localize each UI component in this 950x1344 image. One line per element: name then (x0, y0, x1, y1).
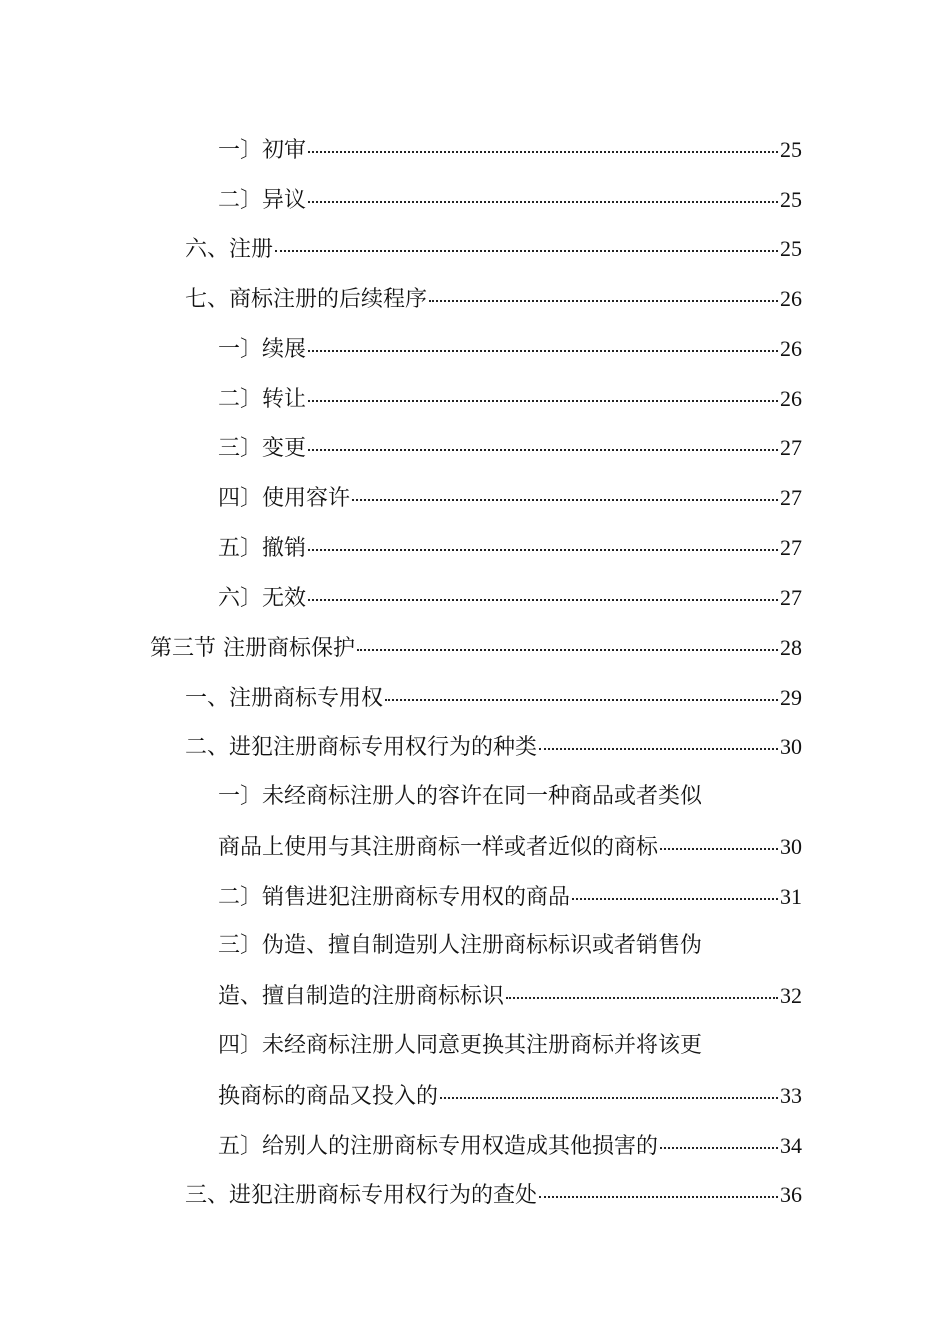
toc-page-number: 27 (780, 485, 802, 510)
toc-page-number: 27 (780, 535, 802, 560)
toc-page-number: 32 (780, 983, 802, 1008)
toc-page-number: 31 (780, 884, 802, 909)
toc-page-number: 36 (780, 1182, 802, 1207)
toc-entry[interactable] (185, 673, 802, 723)
toc-leader-dots (308, 151, 778, 153)
toc-page-number: 27 (780, 585, 802, 610)
toc-page-number: 26 (780, 336, 802, 361)
toc-entry-title: 二〕销售进犯注册商标专用权的商品 (218, 885, 571, 910)
toc-entry-line2[interactable] (218, 971, 802, 1021)
toc-entry-line2[interactable] (218, 822, 802, 872)
toc-page-number: 30 (780, 834, 802, 859)
toc-page-number: 29 (780, 685, 802, 710)
toc-entry-title: 三〕伪造、擅自制造别人注册商标标识或者销售伪 (218, 933, 703, 958)
toc-leader-dots (352, 499, 778, 501)
toc-entry[interactable] (185, 224, 802, 274)
toc-leader-dots (572, 898, 778, 900)
toc-leader-dots (385, 699, 778, 701)
toc-entry[interactable] (185, 274, 802, 324)
toc-entry-title: 三〕变更 (218, 436, 307, 461)
toc-page-number: 27 (780, 435, 802, 460)
toc-entry-title: 五〕给别人的注册商标专用权造成其他损害的 (218, 1134, 659, 1159)
toc-leader-dots (539, 748, 778, 750)
toc-leader-dots (440, 1097, 778, 1099)
toc-leader-dots (308, 201, 778, 203)
toc-entry-title: 七、商标注册的后续程序 (185, 287, 428, 312)
toc-entry[interactable] (218, 423, 802, 473)
toc-entry-title: 一、注册商标专用权 (185, 686, 384, 711)
toc-entry[interactable] (218, 872, 802, 922)
toc-entry-title: 造、擅自制造的注册商标标识 (218, 984, 505, 1009)
toc-entry-title: 六〕无效 (218, 586, 307, 611)
toc-entry-title: 三、进犯注册商标专用权行为的查处 (185, 1183, 538, 1208)
toc-entry-line1[interactable] (218, 772, 802, 822)
toc-page-number: 33 (780, 1083, 802, 1108)
toc-page-number: 26 (780, 386, 802, 411)
toc-entry-title: 一〕续展 (218, 337, 307, 362)
toc-entry-title: 一〕初审 (218, 138, 307, 163)
toc-entry[interactable] (218, 1121, 802, 1171)
toc-leader-dots (660, 1147, 778, 1149)
toc-entry-line1[interactable] (218, 921, 802, 971)
toc-entry-line1[interactable] (218, 1021, 802, 1071)
toc-leader-dots (308, 350, 778, 352)
toc-entry[interactable] (218, 125, 802, 175)
toc-entry-title: 二〕转让 (218, 387, 307, 412)
toc-entry-title: 第三节 注册商标保护 (150, 636, 355, 661)
toc-entry-title: 五〕撤销 (218, 536, 307, 561)
toc-page-number: 30 (780, 734, 802, 759)
toc-leader-dots (308, 549, 778, 551)
toc-page-number: 25 (780, 137, 802, 162)
toc-page-number: 25 (780, 187, 802, 212)
toc-leader-dots (357, 649, 778, 651)
toc-entry-title: 换商标的商品又投入的 (218, 1084, 439, 1109)
toc-leader-dots (660, 848, 778, 850)
toc-entry[interactable] (218, 374, 802, 424)
toc-entry-line2[interactable] (218, 1071, 802, 1121)
toc-leader-dots (308, 400, 778, 402)
toc-entry-title: 二〕异议 (218, 188, 307, 213)
toc-leader-dots (429, 300, 778, 302)
toc-leader-dots (275, 250, 778, 252)
toc-entry-title: 六、注册 (185, 237, 274, 262)
toc-leader-dots (506, 997, 778, 999)
toc-entry-title: 商品上使用与其注册商标一样或者近似的商标 (218, 835, 659, 860)
toc-leader-dots (308, 599, 778, 601)
toc-page-number: 26 (780, 286, 802, 311)
toc-entry[interactable] (218, 324, 802, 374)
toc-entry[interactable] (185, 722, 802, 772)
toc-entry-title: 四〕使用容许 (218, 486, 351, 511)
toc-section-heading[interactable] (150, 623, 802, 673)
toc-entry[interactable] (218, 523, 802, 573)
toc-page-number: 25 (780, 236, 802, 261)
toc-leader-dots (539, 1196, 778, 1198)
toc-entry-title: 四〕未经商标注册人同意更换其注册商标并将该更 (218, 1033, 703, 1058)
toc-entry[interactable] (218, 175, 802, 225)
toc-entry[interactable] (218, 473, 802, 523)
toc-page-number: 28 (780, 635, 802, 660)
toc-page-number: 34 (780, 1133, 802, 1158)
toc-entry-title: 一〕未经商标注册人的容许在同一种商品或者类似 (218, 784, 703, 809)
toc-entry[interactable] (218, 573, 802, 623)
toc-entry-title: 二、进犯注册商标专用权行为的种类 (185, 735, 538, 760)
toc-leader-dots (308, 449, 778, 451)
toc-entry[interactable] (185, 1170, 802, 1220)
